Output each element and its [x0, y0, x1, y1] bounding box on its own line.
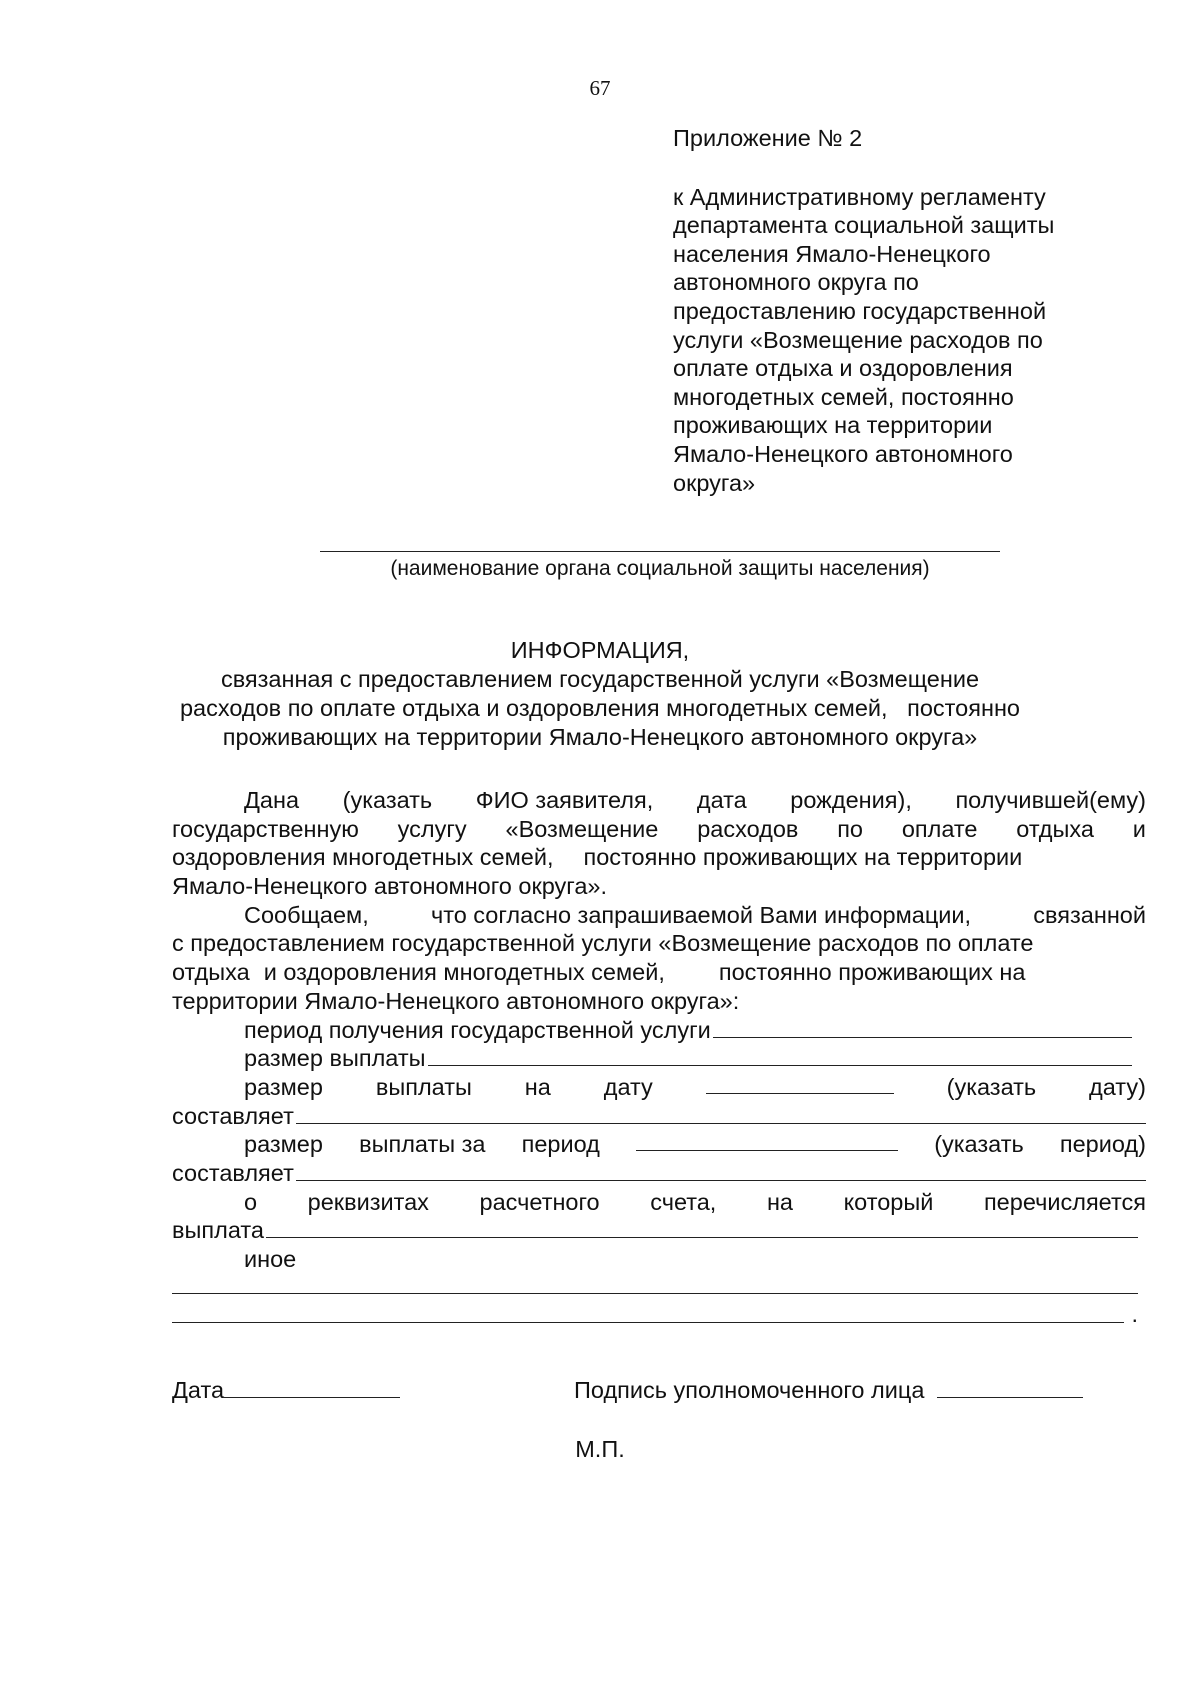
field-label: размер выплаты	[244, 1045, 426, 1072]
word: расходов	[697, 815, 799, 842]
word: «Возмещение	[505, 815, 659, 842]
para1-line3	[172, 843, 1146, 872]
appendix-title: Приложение № 2	[673, 125, 863, 151]
appendix-line: населения Ямало-Ненецкого	[673, 240, 991, 267]
word: реквизитах	[307, 1188, 429, 1215]
appendix-line: автономного округа по	[673, 269, 919, 296]
word: (указать	[934, 1131, 1024, 1158]
page-number: 67	[589, 76, 611, 100]
date-input-line[interactable]	[706, 1073, 894, 1094]
field-service-period	[172, 1016, 1146, 1045]
field-constitutes-1	[172, 1102, 1146, 1131]
word: дата	[696, 787, 747, 813]
appendix-line: предоставлению государственной	[673, 297, 1047, 324]
service-period-input-line[interactable]	[713, 1018, 1132, 1038]
word: выплаты за	[359, 1131, 486, 1158]
end-dot: .	[1131, 1301, 1138, 1328]
word: отдыха	[172, 959, 250, 986]
field-label: выплата	[172, 1217, 264, 1244]
field-payment-amount	[172, 1044, 1146, 1073]
stamp-place: М.П.	[575, 1436, 625, 1462]
document-heading	[100, 636, 1100, 752]
payment-amount-input-line[interactable]	[428, 1046, 1133, 1066]
appendix-line: услуги «Возмещение расходов по	[673, 326, 1043, 353]
word: который	[843, 1188, 934, 1215]
appendix-line: проживающих на территории	[673, 412, 993, 439]
word: государственную	[172, 815, 359, 842]
word: размер	[244, 1131, 323, 1158]
field-amount-on-date	[172, 1073, 1146, 1102]
word: услугу	[397, 815, 467, 842]
word: на	[766, 1188, 793, 1215]
document-body	[172, 786, 1146, 1331]
field-payment	[172, 1216, 1146, 1245]
word: Сообщаем,	[244, 901, 369, 928]
org-name-line	[320, 551, 1000, 552]
text-segment: оздоровления многодетных семей,	[172, 844, 554, 871]
word: ФИО заявителя,	[475, 787, 654, 813]
appendix-block	[673, 124, 1143, 497]
signature-field	[574, 1377, 1083, 1404]
word: оплате	[901, 815, 978, 842]
appendix-line: многодетных семей, постоянно	[673, 383, 1014, 410]
heading-line: связанная с предоставлением государственной услуги «Возмещение	[220, 666, 980, 692]
para2-line1	[172, 901, 1146, 930]
amount-for-period-input-line[interactable]	[296, 1161, 1146, 1181]
field-account-details	[172, 1188, 1146, 1217]
word: период)	[1059, 1131, 1146, 1158]
word: выплаты	[375, 1073, 472, 1100]
text-segment: и оздоровления многодетных семей,	[263, 959, 665, 986]
para2-line3	[172, 958, 1146, 987]
rule-line	[172, 1322, 1124, 1323]
para1-line1	[172, 786, 1146, 815]
word: дату	[603, 1073, 653, 1100]
amount-on-date-input-line[interactable]	[296, 1104, 1146, 1124]
word: на	[524, 1073, 551, 1100]
word: дату)	[1089, 1073, 1146, 1100]
field-other	[172, 1245, 1146, 1274]
word: (указать	[342, 787, 433, 813]
other-input-line-2[interactable]	[172, 1302, 1138, 1331]
word: счета,	[650, 1188, 717, 1215]
word: по	[837, 815, 863, 842]
field-label: составляет	[172, 1102, 294, 1129]
date-signature-input-line[interactable]	[224, 1377, 400, 1398]
word: Дана	[244, 787, 300, 813]
word: (указать	[946, 1073, 1037, 1100]
period-input-line[interactable]	[636, 1130, 898, 1151]
text-segment: постоянно проживающих на территории	[583, 844, 1023, 871]
field-label: период получения государственной услуги	[244, 1016, 711, 1043]
text-segment: постоянно проживающих на	[718, 959, 1026, 986]
heading-line: проживающих на территории Ямало-Ненецкого автономного округа»	[222, 724, 978, 750]
org-name-caption: (наименование органа социальной защиты населения)	[390, 557, 930, 580]
para1-line2	[172, 815, 1146, 844]
appendix-line: оплате отдыха и оздоровления	[673, 355, 1013, 382]
para1-line4	[172, 872, 1146, 901]
word: период	[521, 1131, 600, 1158]
word: и	[1132, 815, 1146, 842]
field-label: составляет	[172, 1159, 294, 1186]
heading-line: расходов по оплате отдыха и оздоровления многодетных семей, постоянно	[179, 695, 1021, 721]
appendix-line: Ямало-Ненецкого автономного	[673, 440, 1013, 467]
signature-input-line[interactable]	[937, 1377, 1083, 1398]
heading-title: ИНФОРМАЦИЯ,	[510, 637, 690, 663]
other-input-line-1[interactable]	[172, 1274, 1138, 1303]
word: рождения),	[790, 787, 912, 813]
text-segment: что согласно запрашиваемой Вами информации,	[430, 901, 972, 928]
appendix-line: округа»	[673, 469, 756, 496]
appendix-line: департамента социальной защиты	[673, 212, 1055, 239]
para2-line2	[172, 929, 1146, 958]
field-constitutes-2	[172, 1159, 1146, 1188]
appendix-line: к Административному регламенту	[673, 183, 1046, 210]
word: отдыха	[1016, 815, 1094, 842]
word: связанной	[1033, 901, 1146, 928]
text-segment: Ямало-Ненецкого автономного округа».	[172, 873, 608, 900]
text-segment: с предоставлением государственной услуги «Возмещение расходов по оплате	[172, 930, 1034, 957]
word: перечисляется	[983, 1188, 1146, 1215]
date-field	[172, 1377, 400, 1404]
para2-line4	[172, 987, 1146, 1016]
rule-line	[172, 1293, 1138, 1294]
signature-label: Подпись уполномоченного лица	[574, 1377, 925, 1403]
field-amount-for-period	[172, 1130, 1146, 1159]
field-label: иное	[244, 1246, 297, 1272]
word: получившей(ему)	[955, 787, 1146, 813]
word: размер	[244, 1073, 323, 1100]
word: о	[244, 1188, 258, 1215]
word: расчетного	[479, 1188, 600, 1215]
account-details-input-line[interactable]	[266, 1218, 1138, 1238]
text-segment: территории Ямало-Ненецкого автономного округа»:	[172, 987, 740, 1014]
date-label: Дата	[172, 1377, 225, 1403]
